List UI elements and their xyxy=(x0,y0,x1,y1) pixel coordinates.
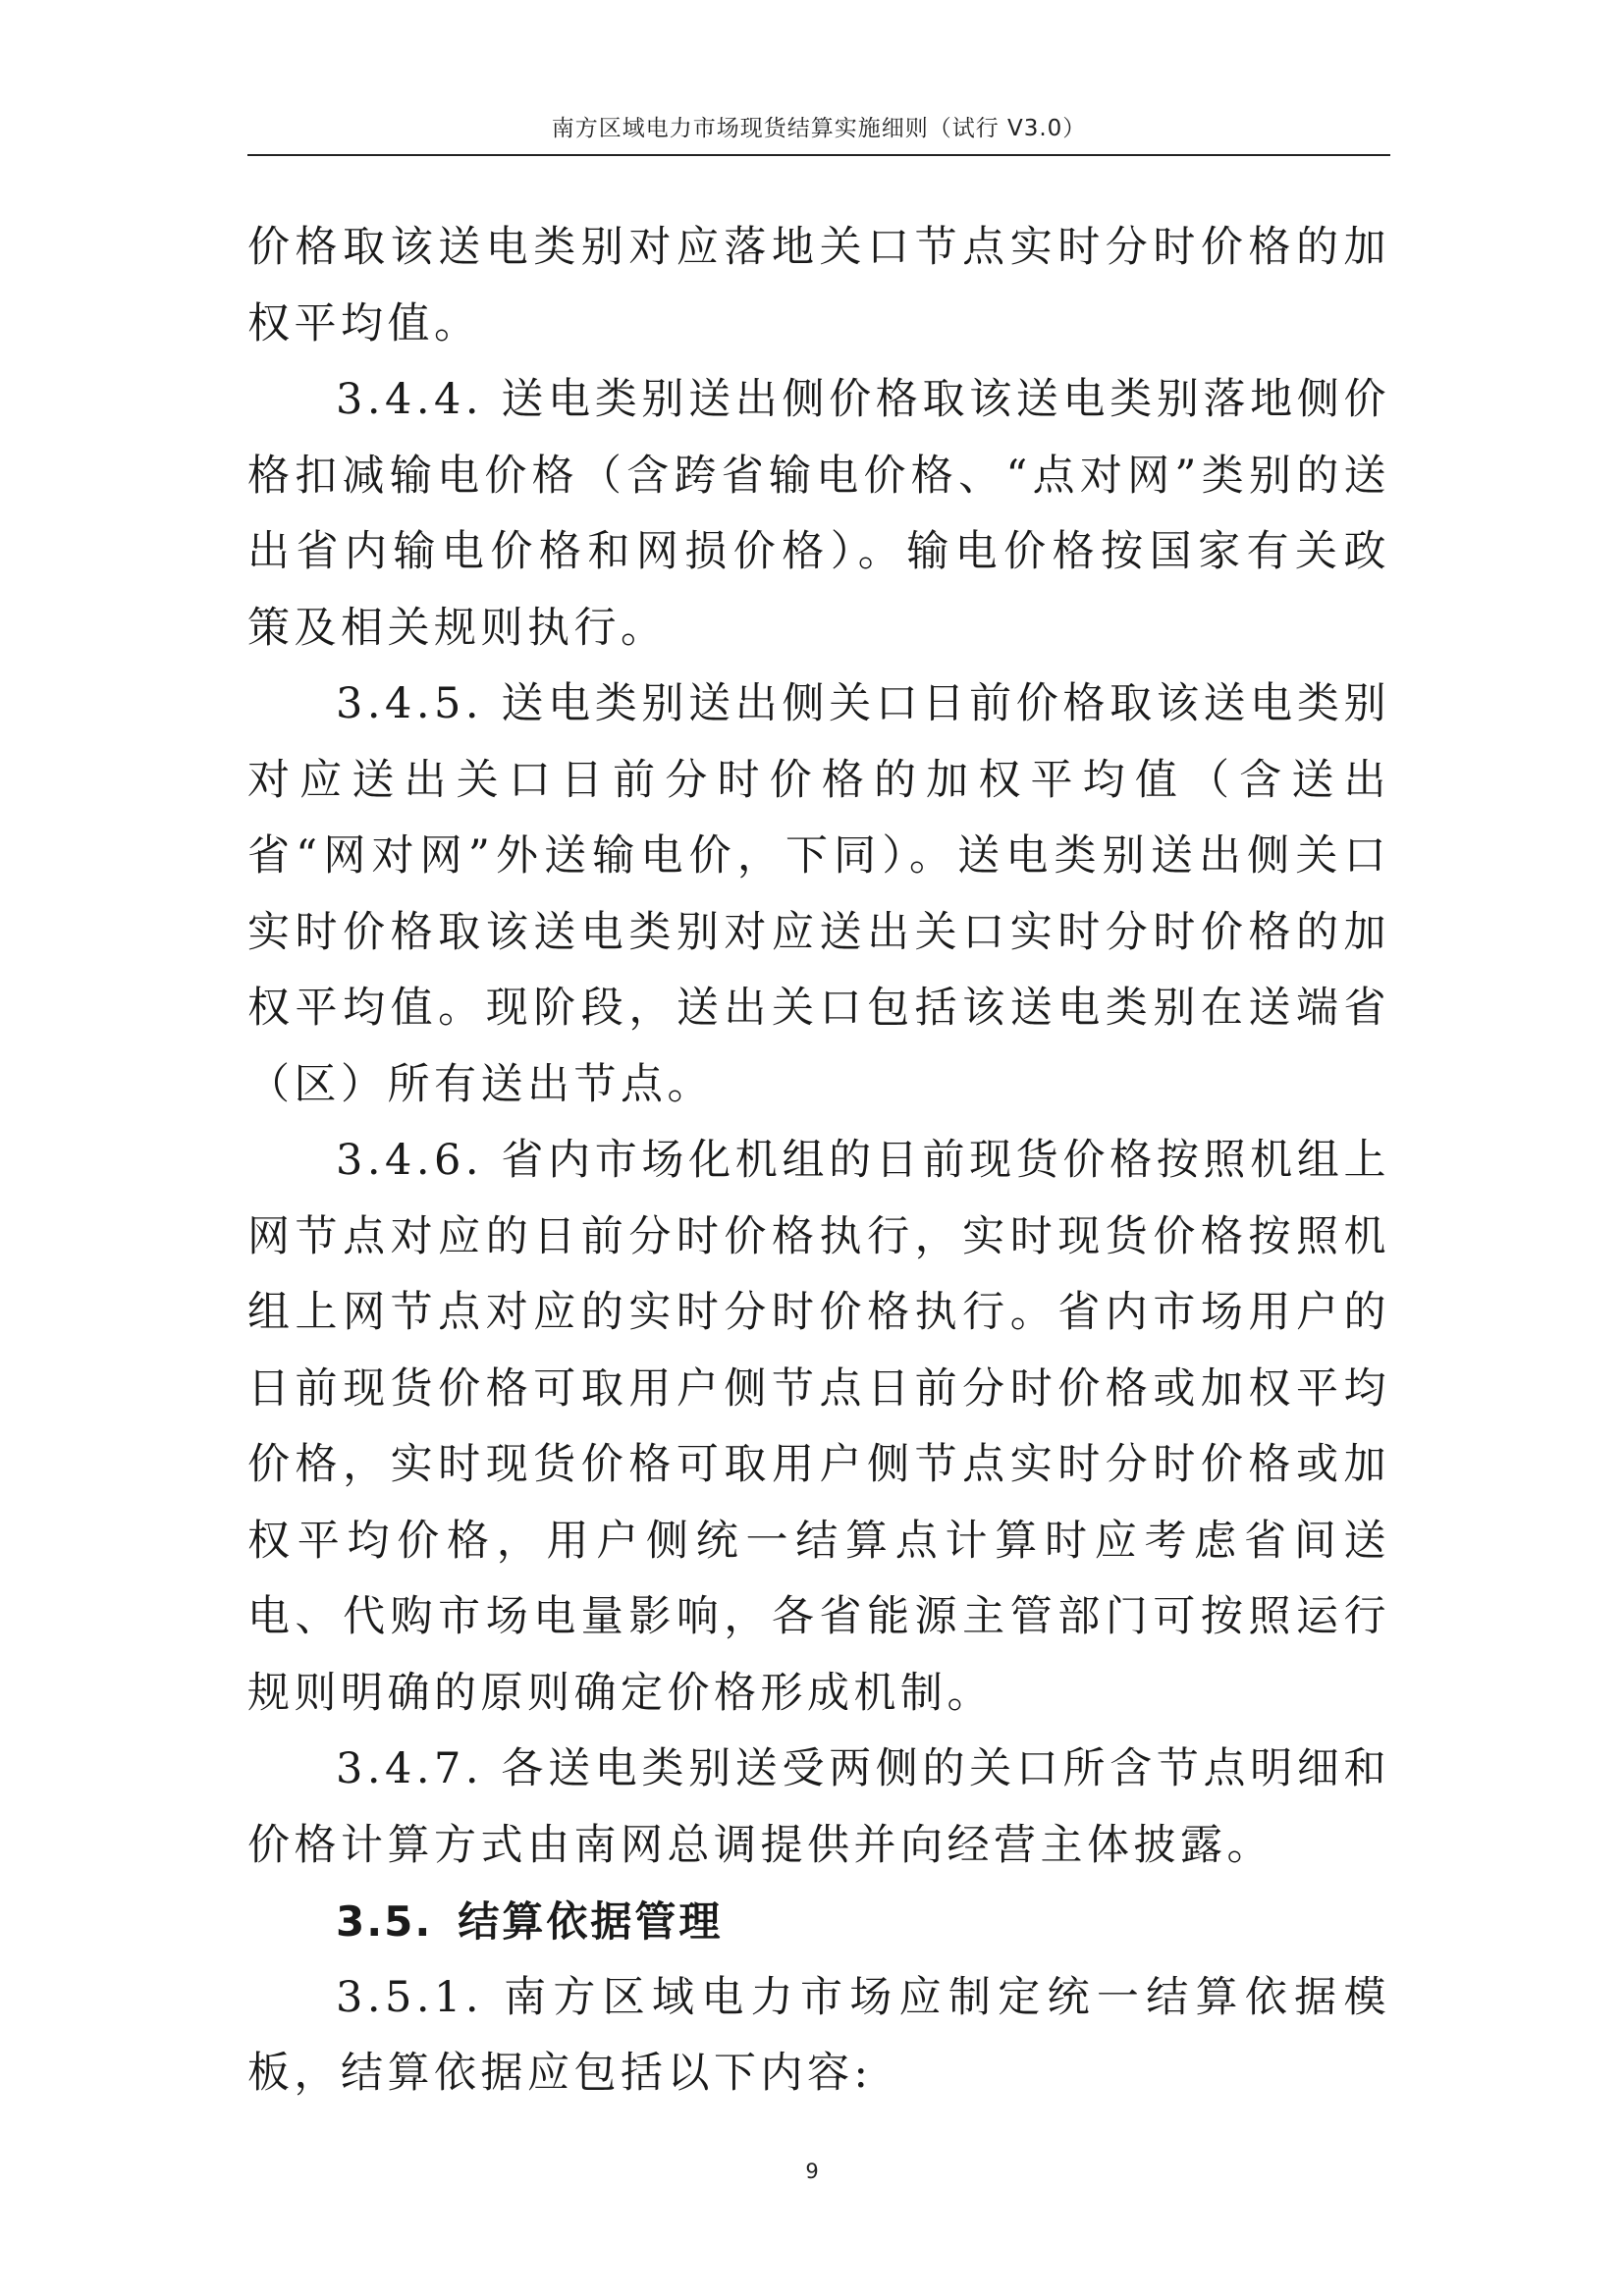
header-divider xyxy=(247,154,1390,156)
paragraph-continuation: 价格取该送电类别对应落地关口节点实时分时价格的加权平均值。 xyxy=(247,223,1390,348)
paragraph-3-5-1: 3.5.1. 南方区域电力市场应制定统一结算依据模板，结算依据应包括以下内容: xyxy=(247,1972,1390,2098)
section-title: 结算依据管理 xyxy=(458,1897,724,1946)
paragraph-3-4-6: 3.4.6. 省内市场化机组的日前现货价格按照机组上网节点对应的日前分时价格执行，实时现货价格按照机组上网节点对应的实时分时价格执行。省内市场用户的日前现货价格可取用户侧节点日前分时价格或加权平均价格，实时现货价格可取用户侧节点实时分时价格或加权平均价格，用户侧统一结算点计算时应考虑省间送电、代购市场电量影响，各省能源主管部门可按照运行规则明确的原则确定价格形成机制。 xyxy=(247,1136,1390,1718)
running-header: 南方区域电力市场现货结算实施细则（试行 V3.0） xyxy=(551,116,1087,141)
section-heading-3-5 xyxy=(247,1884,1390,1960)
paragraph-3-4-4: 3.4.4. 送电类别送出侧价格取该送电类别落地侧价格扣减输电价格（含跨省输电价格、“点对网”类别的送出省内输电价格和网损价格）。输电价格按国家有关政策及相关规则执行。 xyxy=(247,375,1390,653)
page-number: 9 xyxy=(805,2160,819,2183)
document-body xyxy=(247,210,1390,2112)
paragraph-3-4-7: 3.4.7. 各送电类别送受两侧的关口所含节点明细和价格计算方式由南网总调提供并向经营主体披露。 xyxy=(247,1744,1390,1870)
section-number: 3.5. xyxy=(336,1897,433,1946)
paragraph-3-4-5: 3.4.5. 送电类别送出侧关口日前价格取该送电类别对应送出关口日前分时价格的加权平均值（含送出省“网对网”外送输电价，下同）。送电类别送出侧关口实时价格取该送电类别对应送出关口实时分时价格的加权平均值。现阶段，送出关口包括该送电类别在送端省（区）所有送出节点。 xyxy=(247,679,1390,1109)
